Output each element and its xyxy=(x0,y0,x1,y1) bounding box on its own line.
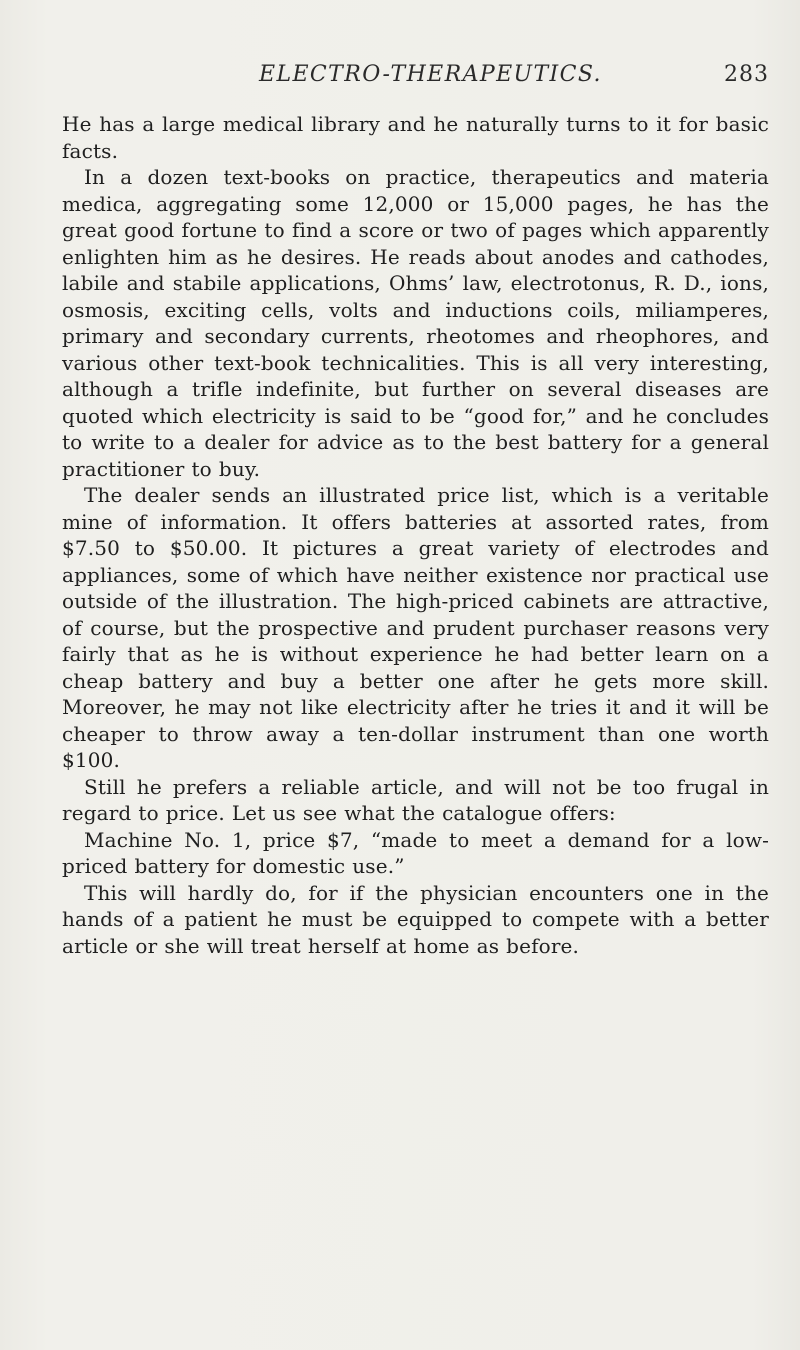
paragraph-reliable-article: Still he prefers a reliable article, and will not be too frugal in regard to price. Let us see what the catalogue offers: xyxy=(62,774,769,825)
paragraph-text-books: In a dozen text-books on practice, therapeutics and materia medica, aggregating some 12,000 or 15,000 pages, he has the great good fortune to find a score or two of pages which apparently enlighten him as he desires. He reads about anodes and cathodes, labile and stabile applications, Ohms’ law, electrotonus, R. D., ions, osmosis, exciting cells, volts and inductions coils, miliamperes, primary and secondary currents, rheotomes and rheophores, and various other text-book technicalities. This is all very interesting, although a trifle indefinite, but further on several diseases are quoted which electricity is said to be “good for,” and he concludes to write to a dealer for advice as to the best battery for a general practitioner to buy. xyxy=(62,165,769,481)
paragraph-library: He has a large medical library and he naturally turns to it for basic facts. xyxy=(62,112,769,163)
body-text xyxy=(62,111,769,959)
paragraph-hardly-do: This will hardly do, for if the physician encounters one in the hands of a patient he must be equipped to compete with a better article or she will treat herself at home as before. xyxy=(62,880,769,958)
running-title: ELECTRO-THERAPEUTICS. xyxy=(259,62,602,87)
paragraph-machine-no-1: Machine No. 1, price $7, “made to meet a demand for a low-priced battery for domestic use.” xyxy=(62,827,769,878)
page-number: 283 xyxy=(724,62,769,87)
running-head xyxy=(62,62,769,92)
paragraph-price-list: The dealer sends an illustrated price list, which is a veritable mine of information. It offers batteries at assorted rates, from $7.50 to $50.00. It pictures a great variety of electrodes and appliances, some of which have neither existence nor practical use outside of the illustration. The high-priced cabinets are attractive, of course, but the prospective and prudent purchaser reasons very fairly that as he is without experience he had better learn on a cheap battery and buy a better one after he gets more skill. Moreover, he may not like electricity after he tries it and it will be cheaper to throw away a ten-dollar instrument than one worth $100. xyxy=(62,483,769,772)
